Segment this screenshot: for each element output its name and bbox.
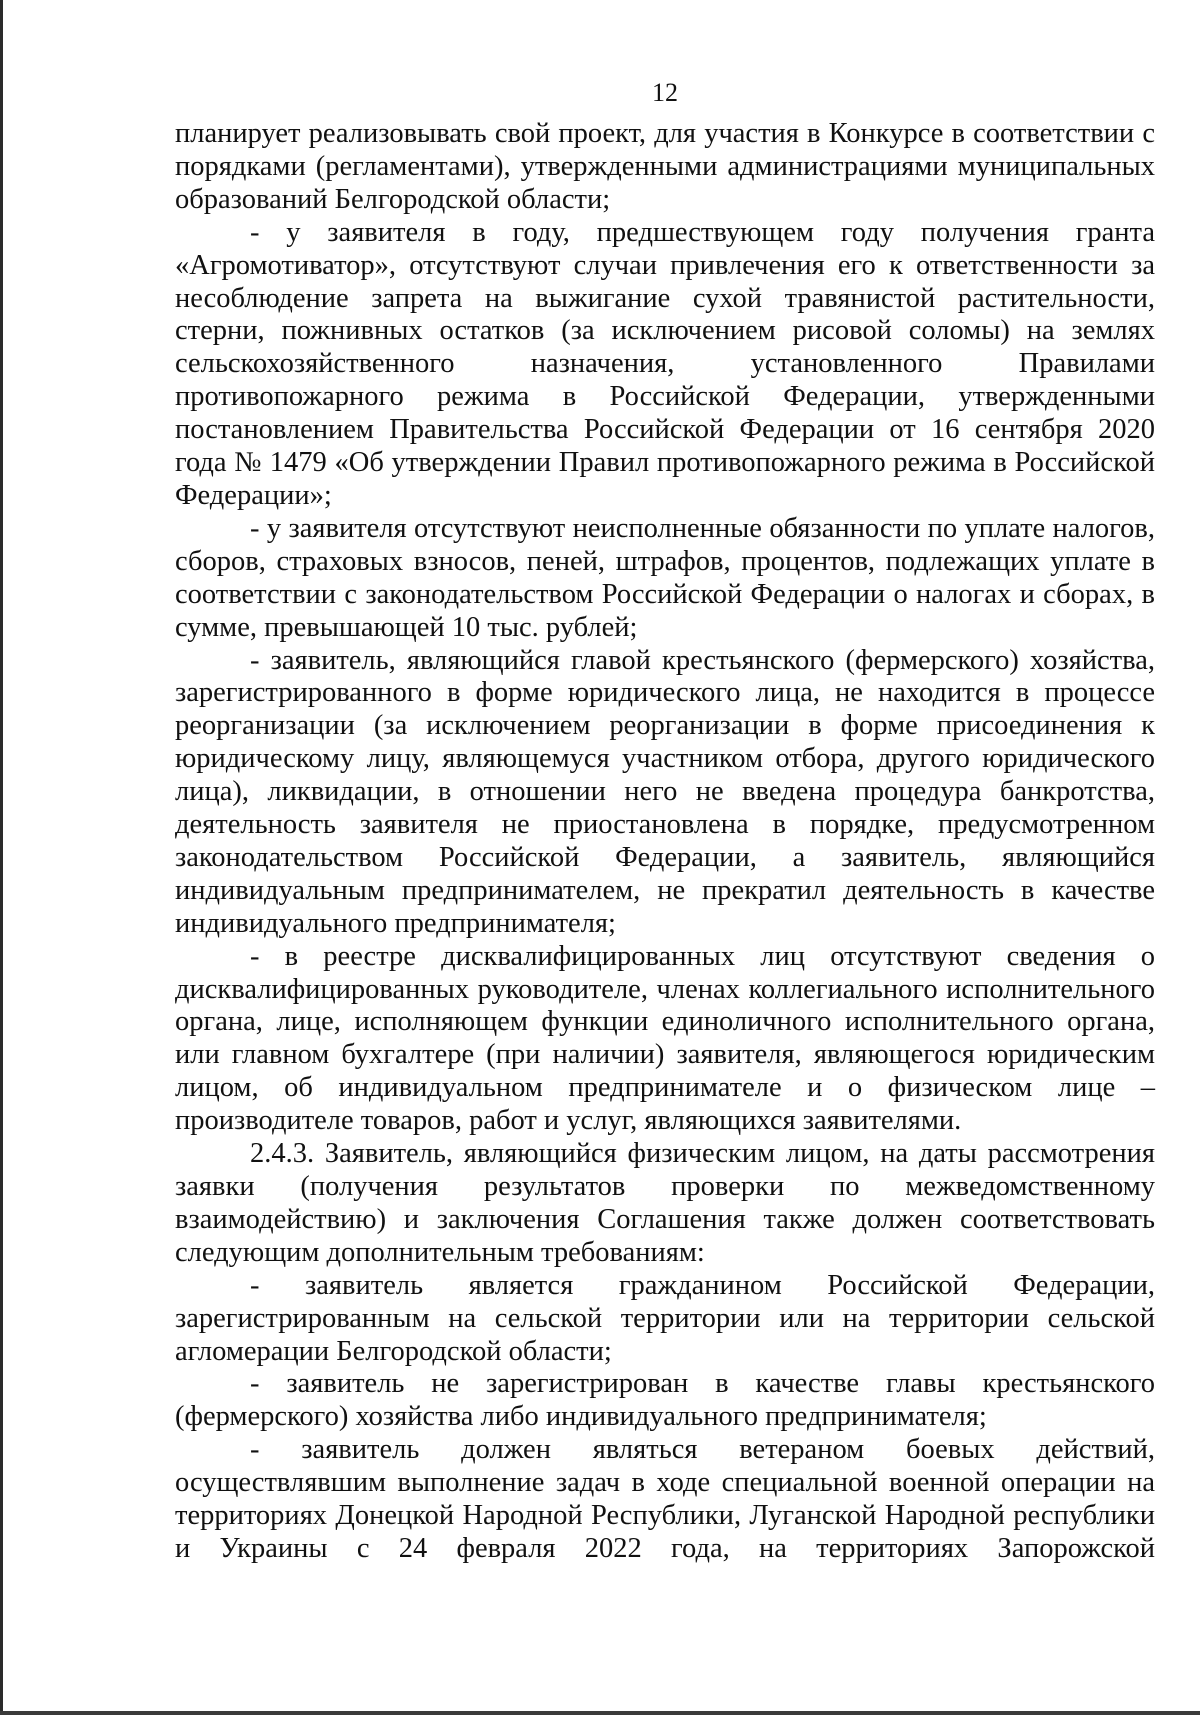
paragraph-citizen-requirement: - заявитель является гражданином Российской Федерации, зарегистрированным на сельской территории или на территории сельской агломерации Белгородской области; (175, 1269, 1155, 1367)
scan-edge-left (0, 0, 3, 1715)
paragraph-disqualified-registry: - в реестре дисквалифицированных лиц отсутствуют сведения о дисквалифицированных руководителе, членах коллегиального исполнительного органа, лице, исполняющем функции единоличного исполнительного органа, или главном бухгалтере (при наличии) заявителя, являющегося юридическим лицом, об индивидуальном предпринимателе и о физическом лице – производителе товаров, работ и услуг, являющихся заявителями. (175, 940, 1155, 1137)
paragraph-no-reorganization: - заявитель, являющийся главой крестьянского (фермерского) хозяйства, зарегистрированного в форме юридического лица, не находится в процессе реорганизации (за исключением реорганизации в форме присоединения к юридическому лицу, являющемуся участником отбора, другого юридического лица), ликвидации, в отношении него не введена процедура банкротства, деятельность заявителя не приостановлена в порядке, предусмотренном законодательством Российской Федерации, а заявитель, являющийся индивидуальным предпринимателем, не прекратил деятельность в качестве индивидуального предпринимателя; (175, 644, 1155, 939)
paragraph-veteran-requirement: - заявитель должен являться ветераном боевых действий, осуществлявшим выполнение задач в ходе специальной военной операции на территориях Донецкой Народной Республики, Луганской Народной республики и Украины с 24 февраля 2022 года, на территориях Запорожской (175, 1434, 1155, 1564)
paragraph-section-2-4-3: 2.4.3. Заявитель, являющийся физическим лицом, на даты рассмотрения заявки (получения результатов проверки по межведомственному взаимодействию) и заключения Соглашения также должен соответствовать следующим дополнительным требованиям: (175, 1138, 1155, 1268)
paragraph-continuation: планирует реализовывать свой проект, для участия в Конкурсе в соответствии с порядками (регламентами), утвержденными администрациями муниципальных образований Белгородской области; (175, 118, 1155, 215)
document-body (175, 118, 1155, 1566)
page-number: 12 (652, 78, 678, 107)
paragraph-no-tax-debt: - у заявителя отсутствуют неисполненные обязанности по уплате налогов, сборов, страховых взносов, пеней, штрафов, процентов, подлежащих уплате в соответствии с законодательством Российской Федерации о налогах и сборах, в сумме, превышающей 10 тыс. рублей; (175, 512, 1155, 643)
paragraph-not-registered: - заявитель не зарегистрирован в качестве главы крестьянского (фермерского) хозяйства либо индивидуального предпринимателя; (175, 1368, 1155, 1433)
paragraph-no-fire-violations: - у заявителя в году, предшествующем году получения гранта «Агромотиватор», отсутствуют случаи привлечения его к ответственности за несоблюдение запрета на выжигание сухой травянистой растительности, стерни, пожнивных остатков (за исключением рисовой соломы) на землях сельскохозяйственного назначения, установленного Правилами противопожарного режима в Российской Федерации, утвержденными постановлением Правительства Российской Федерации от 16 сентября 2020 года № 1479 «Об утверждении Правил противопожарного режима в Российской Федерации»; (175, 216, 1155, 511)
scan-edge-bottom (0, 1711, 1200, 1715)
